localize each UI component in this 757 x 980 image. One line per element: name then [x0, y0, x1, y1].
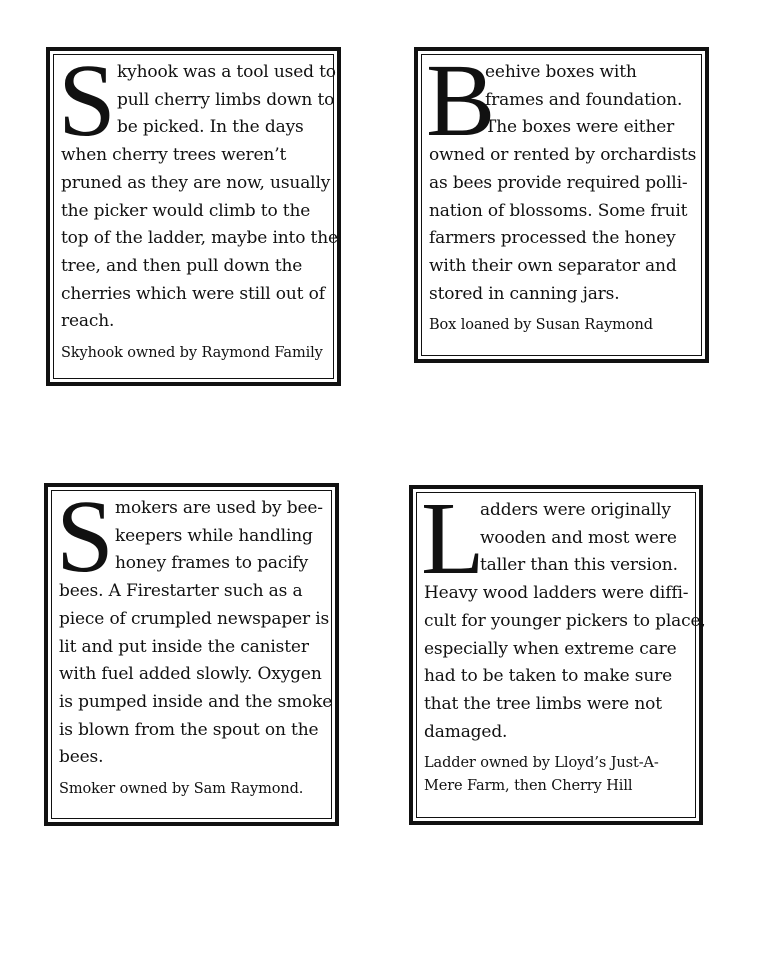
text-line: mokers are used by bee- [115, 498, 323, 518]
card-inner-border [416, 481, 706, 818]
text-line: The boxes were either [485, 117, 675, 138]
text-line: piece of crumpled newspaper is [59, 608, 330, 629]
caption-line: Smoker owned by Sam Raymond. [59, 781, 304, 798]
text-line: that the tree limbs were not [424, 693, 662, 714]
exhibit-card-skyhook [46, 43, 341, 386]
exhibit-card-ladder [409, 481, 706, 825]
card-inner-border [51, 479, 333, 819]
text-line: Heavy wood ladders were diffi- [424, 583, 689, 604]
text-line: as bees provide required polli- [429, 172, 688, 193]
card-caption [59, 778, 324, 801]
text-line: when cherry trees weren’t [61, 145, 287, 166]
text-line: farmers processed the honey [429, 228, 676, 249]
card-caption [61, 342, 326, 365]
text-line: with their own separator and [429, 255, 677, 276]
text-line: be picked. In the days [117, 117, 304, 138]
text-line: especially when extreme care [424, 638, 677, 659]
text-line: lit and put inside the canister [59, 636, 309, 657]
text-line: stored in canning jars. [429, 283, 620, 304]
text-line: bees. A Firestarter such as a [59, 581, 303, 602]
text-line: tree, and then pull down the [61, 255, 303, 276]
text-line: bees. [59, 747, 104, 768]
text-line: is pumped inside and the smoke [59, 691, 333, 712]
text-line: reach. [61, 311, 115, 332]
text-line: damaged. [424, 721, 508, 742]
text-line: pull cherry limbs down to [117, 89, 335, 110]
text-line: top of the ladder, maybe into the [61, 228, 338, 249]
text-line: nation of blossoms. Some fruit [429, 200, 688, 221]
drop-cap: S [56, 479, 114, 594]
text-line: is blown from the spout on the [59, 719, 319, 740]
text-line: adders were originally [480, 500, 671, 520]
drop-cap: L [421, 481, 485, 596]
text-line: owned or rented by orchardists [429, 145, 697, 166]
text-line: with fuel added slowly. Oxygen [59, 664, 322, 685]
card-caption [429, 314, 694, 337]
exhibit-card-smoker [44, 479, 339, 826]
exhibit-card-beehive [414, 43, 709, 363]
caption-line: Ladder owned by Lloyd’s Just-A- [424, 755, 659, 772]
caption-line: Skyhook owned by Raymond Family [61, 345, 323, 362]
caption-line: Box loaned by Susan Raymond [429, 317, 653, 334]
drop-cap: S [58, 43, 116, 158]
text-line: pruned as they are now, usually [61, 172, 331, 193]
text-line: the picker would climb to the [61, 200, 311, 221]
text-line: had to be taken to make sure [424, 666, 673, 687]
text-line: kyhook was a tool used to [117, 62, 336, 82]
card-inner-border [421, 43, 702, 356]
text-line: cherries which were still out of [61, 283, 325, 304]
text-line: taller than this version. [480, 555, 678, 576]
text-line: frames and foundation. [485, 89, 683, 110]
text-line: keepers while handling [115, 525, 313, 546]
card-inner-border [53, 43, 338, 379]
text-line: eehive boxes with [485, 62, 637, 82]
text-line: wooden and most were [480, 527, 677, 548]
card-caption [424, 752, 688, 798]
drop-cap: B [426, 43, 496, 158]
text-line: cult for younger pickers to place, [424, 610, 706, 631]
text-line: honey frames to pacify [115, 553, 309, 574]
caption-line: Mere Farm, then Cherry Hill [424, 778, 633, 795]
